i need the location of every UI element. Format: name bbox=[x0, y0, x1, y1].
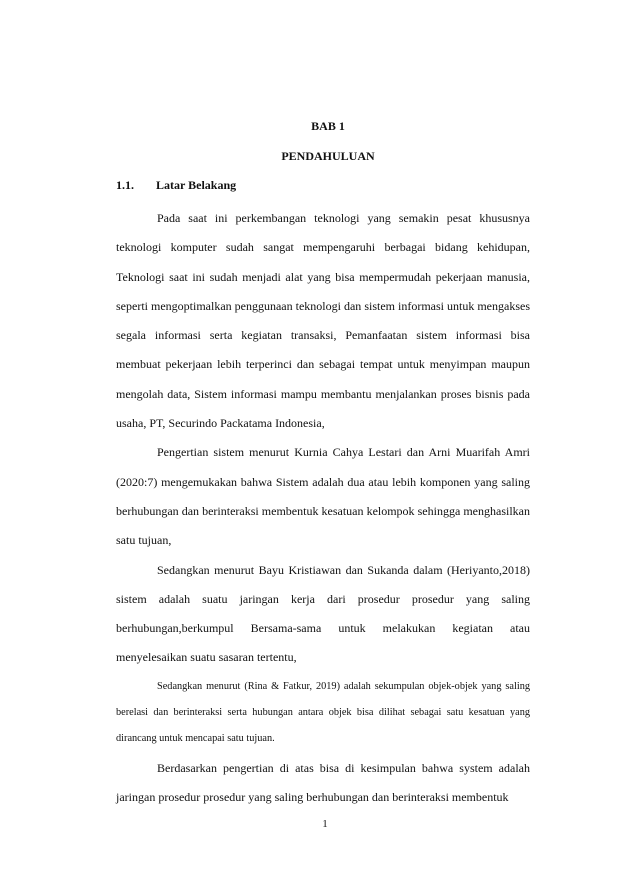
section-heading bbox=[116, 178, 236, 193]
paragraph: Pada saat ini perkembangan teknologi yang semakin pesat khususnya teknologi komputer sudah sangat mempengaruhi berbagai bidang kehidupan, Teknologi saat ini sudah menjadi alat yang bisa mempermudah pekerjaan manusia, seperti mengoptimalkan penggunaan teknologi dan sistem informasi untuk mengakses segala informasi serta kegiatan transaksi, Pemanfaatan sistem informasi bisa membuat pekerjaan lebih terperinci dan sebagai tempat untuk menyimpan maupun mengolah data, Sistem informasi mampu membantu menjalankan proses bisnis pada usaha, PT, Securindo Packatama Indonesia, bbox=[116, 211, 530, 431]
paragraph: Berdasarkan pengertian di atas bisa di kesimpulan bahwa system adalah jaringan prosedur prosedur yang saling berhubungan dan berinteraksi membentuk bbox=[116, 760, 530, 805]
section-number: 1.1. bbox=[116, 178, 134, 192]
page-number: 1 bbox=[322, 818, 328, 830]
chapter-number: BAB 1 bbox=[311, 119, 345, 133]
section-title: Latar Belakang bbox=[156, 178, 237, 192]
chapter-title: PENDAHULUAN bbox=[281, 149, 375, 163]
body-text bbox=[116, 204, 530, 812]
paragraph: Sedangkan menurut Bayu Kristiawan dan Sukanda dalam (Heriyanto,2018) sistem adalah suatu jaringan kerja dari prosedur prosedur yang saling berhubungan,berkumpul Bersama-sama untuk melakukan kegiatan atau menyelesaikan suatu sasaran tertentu, bbox=[116, 562, 530, 665]
paragraph: Pengertian sistem menurut Kurnia Cahya Lestari dan Arni Muarifah Amri (2020:7) mengemukakan bahwa Sistem adalah dua atau lebih komponen yang saling berhubungan dan berinteraksi membentuk kesatuan kelompok sehingga menghasilkan satu tujuan, bbox=[116, 445, 530, 548]
paragraph-small: Sedangkan menurut (Rina & Fatkur, 2019) adalah sekumpulan objek-objek yang saling berelasi dan berinteraksi serta hubungan antara objek bisa dilihat sebagai satu kesatuan yang dirancang untuk mencapai satu tujuan. bbox=[116, 680, 530, 744]
